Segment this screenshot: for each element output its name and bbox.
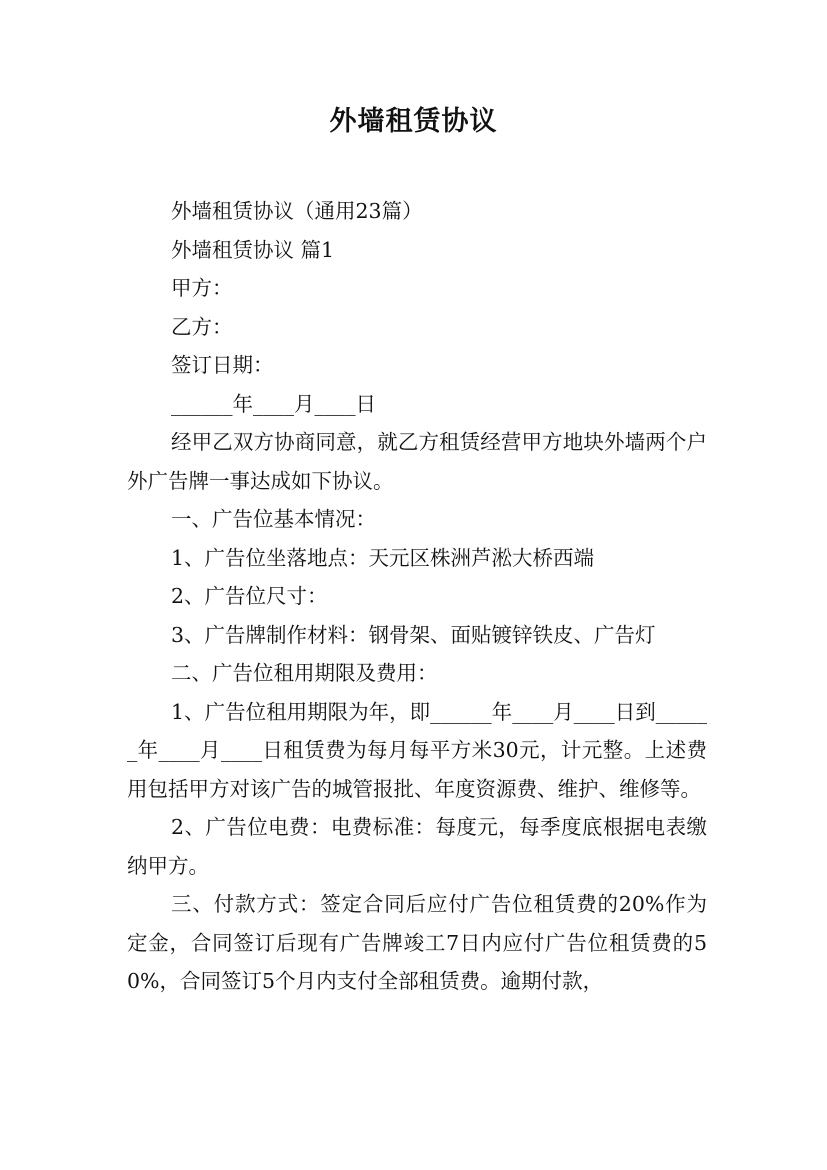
paragraph-clause-2-1: 1、广告位租用期限为年，即______年____月____日到______年____月____日租赁费为每月每平方米30元，计元整。上述费用包括甲方对该广告的城管报批、年度资源费、维护、维修等。	[127, 699, 707, 801]
paragraph-clause-1-1: 1、广告位坐落地点：天元区株洲芦淞大桥西端	[171, 545, 595, 570]
paragraph-clause-1-3: 3、广告牌制作材料：钢骨架、面贴镀锌铁皮、广告灯	[171, 622, 656, 647]
document-title: 外墙租赁协议	[329, 106, 498, 137]
document-body	[127, 192, 707, 1001]
paragraph-clause-2-heading: 二、广告位租用期限及费用：	[171, 661, 438, 685]
paragraph-signing-date-blank: ______年____月____日	[171, 391, 376, 416]
paragraph-party-a: 甲方：	[171, 276, 233, 300]
paragraph-clause-3: 三、付款方式：签定合同后应付广告位租赁费的20%作为定金，合同签订后现有广告牌竣工7日内应付广告位租赁费的50%，合同签订5个月内支付全部租赁费。逾期付款，	[127, 892, 707, 993]
paragraph-clause-1-2: 2、广告位尺寸：	[171, 584, 328, 608]
paragraph-section-heading: 外墙租赁协议 篇1	[171, 237, 335, 262]
paragraph-party-b: 乙方：	[171, 314, 233, 339]
paragraph-signing-date-label: 签订日期：	[171, 353, 274, 377]
paragraph-clause-2-2: 2、广告位电费：电费标准：每度元，每季度底根据电表缴纳甲方。	[127, 815, 707, 878]
paragraph-subtitle: 外墙租赁协议（通用23篇）	[171, 199, 423, 223]
paragraph-intro: 经甲乙双方协商同意，就乙方租赁经营甲方地块外墙两个户外广告牌一事达成如下协议。	[127, 430, 707, 493]
paragraph-clause-1-heading: 一、广告位基本情况：	[171, 507, 376, 531]
